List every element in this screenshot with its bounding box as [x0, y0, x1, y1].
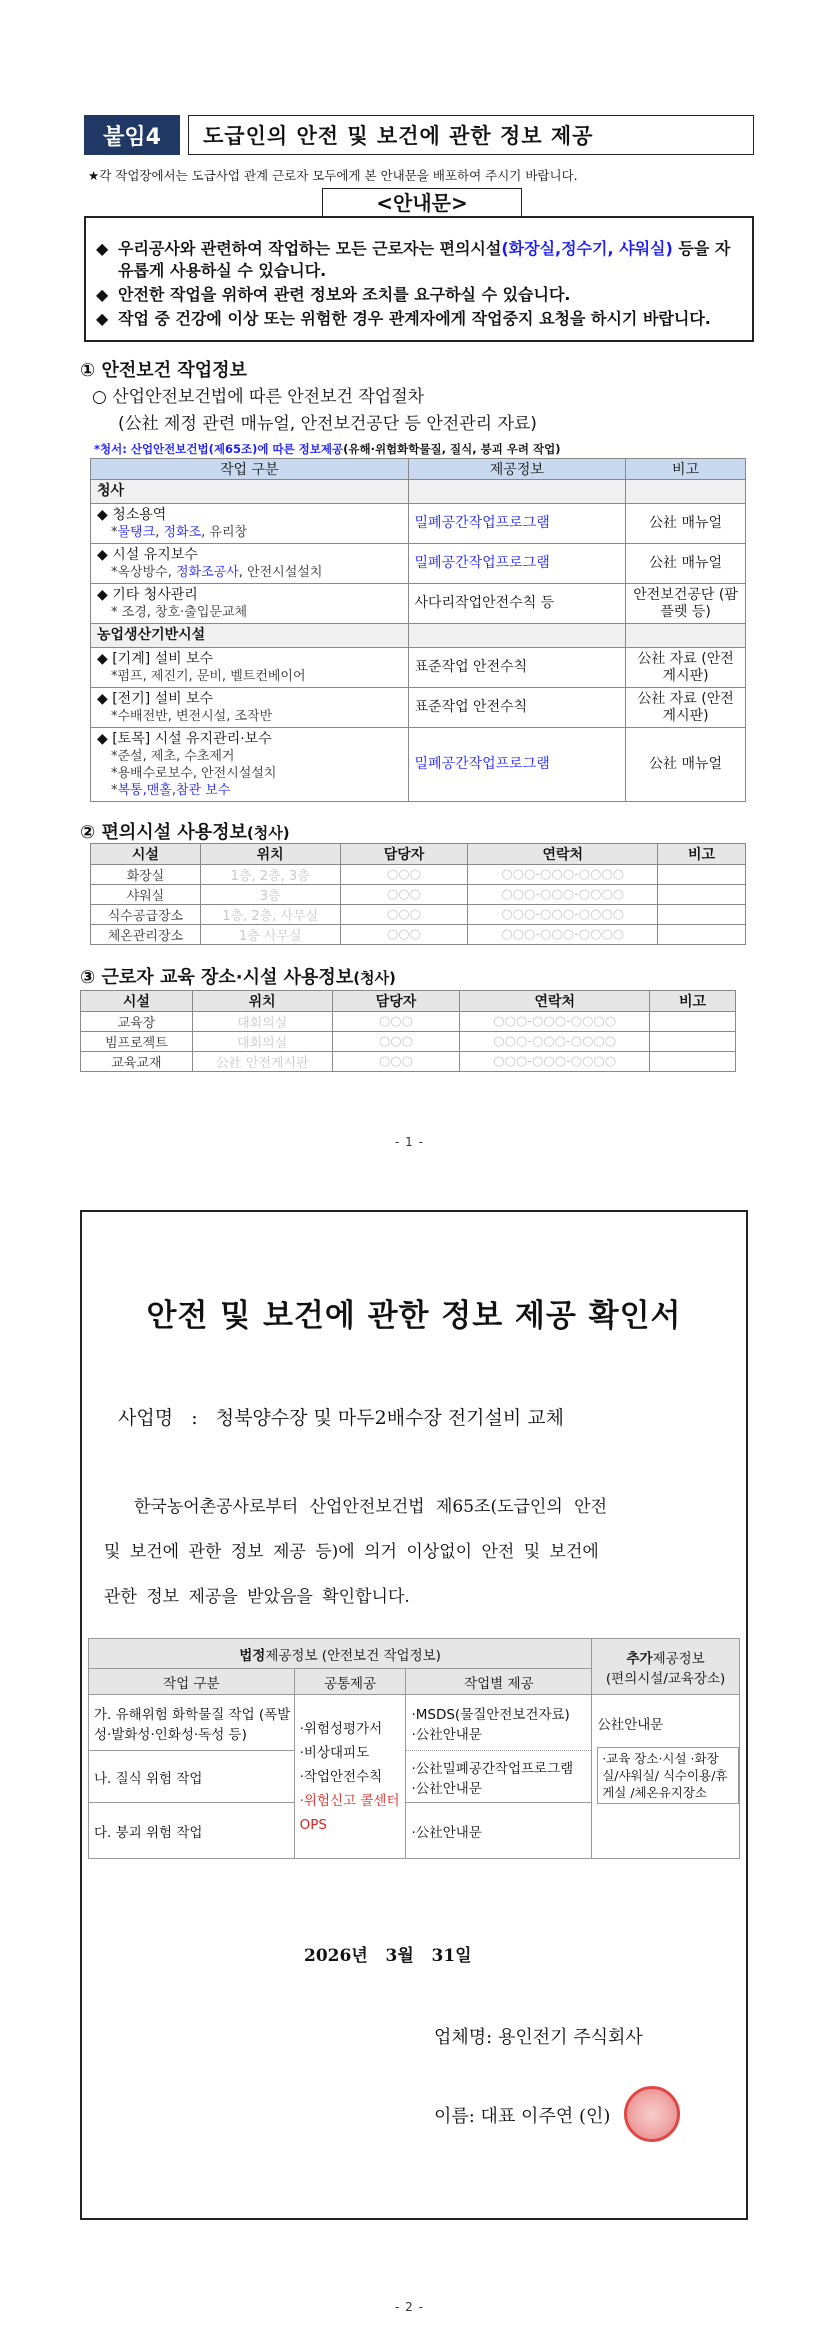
page-number-1: - 1 - [395, 1135, 424, 1149]
guide-box [84, 216, 754, 342]
law-note: *청서: 산업안전보건법(제65조)에 따른 정보제공(유해·위험화학물질, 질식, 붕괴 우려 작업) [94, 442, 561, 456]
confirmation-title: 안전 및 보건에 관한 정보 제공 확인서 [146, 1298, 682, 1334]
table-row: 식수공급장소 1층, 2층, 사무실 ○○○ ○○○-○○○-○○○○ [91, 905, 746, 925]
group-agri: 농업생산기반시설 [91, 624, 409, 648]
section2-heading: ② 편의시설 사용정보(청사) [80, 822, 290, 843]
signer-name: 이름: 대표 이주연 (인) [434, 2106, 611, 2127]
education-table: 시설 위치 담당자 연락처 비고 교육장 대회의실 ○○○ ○○○-○○○-○○○○ 빔프로젝트 대회의실 ○○○ ○○○-○○○-○○○○ 교육교재 公社 안전게시판 ○○○ ○○○-○○○-○○○○ [80, 990, 736, 1072]
col-header-work: 작업 구분 [91, 459, 409, 480]
section1-sub2: (公社 제정 관련 매뉴얼, 안전보건공단 등 안전관리 자료) [118, 414, 537, 434]
table-row: 빔프로젝트 대회의실 ○○○ ○○○-○○○-○○○○ [81, 1032, 736, 1052]
table-row: ◆ 청소용역 *물탱크, 정화조, 유리창 밀폐공간작업프로그램 公社 매뉴얼 [91, 504, 746, 544]
body-line-3: 관한 정보 제공을 받았음을 확인합니다. [104, 1587, 410, 1607]
guide-item-stop-work: ◆ 작업 중 건강에 이상 또는 위험한 경우 관계자에게 작업중지 요청을 하시기 바랍니다. [96, 308, 742, 330]
table-row: 샤워실 3층 ○○○ ○○○-○○○-○○○○ [91, 885, 746, 905]
col-header-note: 비고 [626, 459, 746, 480]
date: 2026년 3월 31일 [304, 1946, 472, 1966]
distribution-note: ★각 작업장에서는 도급사업 관계 근로자 모두에게 본 안내문을 배포하여 주시기 바랍니다. [88, 168, 578, 183]
col-header-info: 제공정보 [408, 459, 626, 480]
body-line-2: 및 보건에 관한 정보 제공 등)에 의거 이상없이 안전 및 보건에 [104, 1542, 599, 1562]
section1-heading: ① 안전보건 작업정보 [80, 360, 247, 381]
section1-sub1: ○ 산업안전보건법에 따른 안전보건 작업절차 [92, 387, 425, 407]
group-office: 청사 [91, 480, 409, 504]
extra-header: 추가제공정보 (편의시설/교육장소) [592, 1639, 740, 1695]
work-info-table [90, 458, 746, 802]
attachment-tag: 붙임4 [84, 115, 180, 155]
table-row: ◆ [기계] 설비 보수 *펌프, 제진기, 문비, 벨트컨베이어 표준작업 안전수칙 公社 자료 (안전게시판) [91, 648, 746, 688]
page-number-2: - 2 - [395, 2300, 424, 2314]
page-title: 도급인의 안전 및 보건에 관한 정보 제공 [188, 115, 754, 155]
table-row: 화장실 1층, 2층, 3층 ○○○ ○○○-○○○-○○○○ [91, 865, 746, 885]
table-row: ◆ [토목] 시설 유지관리·보수 *준설, 제초, 수초제거 *용배수로보수, 안전시설설치 *복통,맨홀,참관 보수 밀폐공간작업프로그램 公社 매뉴얼 [91, 728, 746, 802]
company-name: 업체명: 용인전기 주식회사 [434, 2027, 643, 2048]
table-row: 체온관리장소 1층 사무실 ○○○ ○○○-○○○-○○○○ [91, 925, 746, 945]
guide-item-safety: ◆ 안전한 작업을 위하여 관련 정보와 조치를 요구하실 수 있습니다. [96, 284, 742, 306]
seal-stamp [624, 2086, 680, 2142]
guide-item-facilities: ◆ 우리공사와 관련하여 작업하는 모든 근로자는 편의시설(화장실,정수기, 샤워실) 등을 자유롭게 사용하실 수 있습니다. [96, 238, 742, 282]
guide-title: <안내문> [322, 188, 522, 218]
table-row: 교육장 대회의실 ○○○ ○○○-○○○-○○○○ [81, 1012, 736, 1032]
legal-header: 법정제공정보 (안전보건 작업정보) [89, 1639, 592, 1669]
facility-table: 시설 위치 담당자 연락처 비고 화장실 1층, 2층, 3층 ○○○ ○○○-○○○-○○○○ 샤워실 3층 ○○○ ○○○-○○○-○○○○ 식수공급장소 1층, 2층, 사무실 ○○○ ○○○-○○○-○○○○ 체온관리장소 1층 사무실 ○○○ ○○○-○○○-○○○○ [90, 843, 746, 945]
table-row: 교육교재 公社 안전게시판 ○○○ ○○○-○○○-○○○○ [81, 1052, 736, 1072]
table-row: ◆ [전기] 설비 보수 *수배전반, 변전시설, 조작반 표준작업 안전수칙 公社 자료 (안전게시판) [91, 688, 746, 728]
table-row: ◆ 기타 청사관리 * 조경, 창호·출입문교체 사다리작업안전수칙 등 안전보건공단 (팜플렛 등) [91, 584, 746, 624]
confirmation-table: 법정제공정보 (안전보건 작업정보) 추가제공정보 (편의시설/교육장소) 작업 구분 공통제공 작업별 제공 가. 유해위험 화학물질 작업 (폭발성·발화성·인화성·독성 등) ·위험성평가서 ·비상대피도 ·작업안전수칙 ·위험신고 콜센터 OPS ·MSDS(물질안전보건자료) ·公社안내문 公社안내문 나. 질식 위험 작업 ·公社밀폐공간작업프로그램 ·公社안내문 ·교육 장소·시설 ·화장실/샤워실/ 식수이용/휴게실 /체온유지장소 다. 붕괴 위험 작업 ·公社안내문 [88, 1638, 740, 1859]
table-row: ◆ 시설 유지보수 *옥상방수, 정화조공사, 안전시설설치 밀폐공간작업프로그램 公社 매뉴얼 [91, 544, 746, 584]
section3-heading: ③ 근로자 교육 장소·시설 사용정보(청사) [80, 967, 396, 988]
body-line-1: 한국농어촌공사로부터 산업안전보건법 제65조(도급인의 안전 [134, 1497, 608, 1517]
project-line: 사업명 : 청북양수장 및 마두2배수장 전기설비 교체 [118, 1407, 564, 1429]
